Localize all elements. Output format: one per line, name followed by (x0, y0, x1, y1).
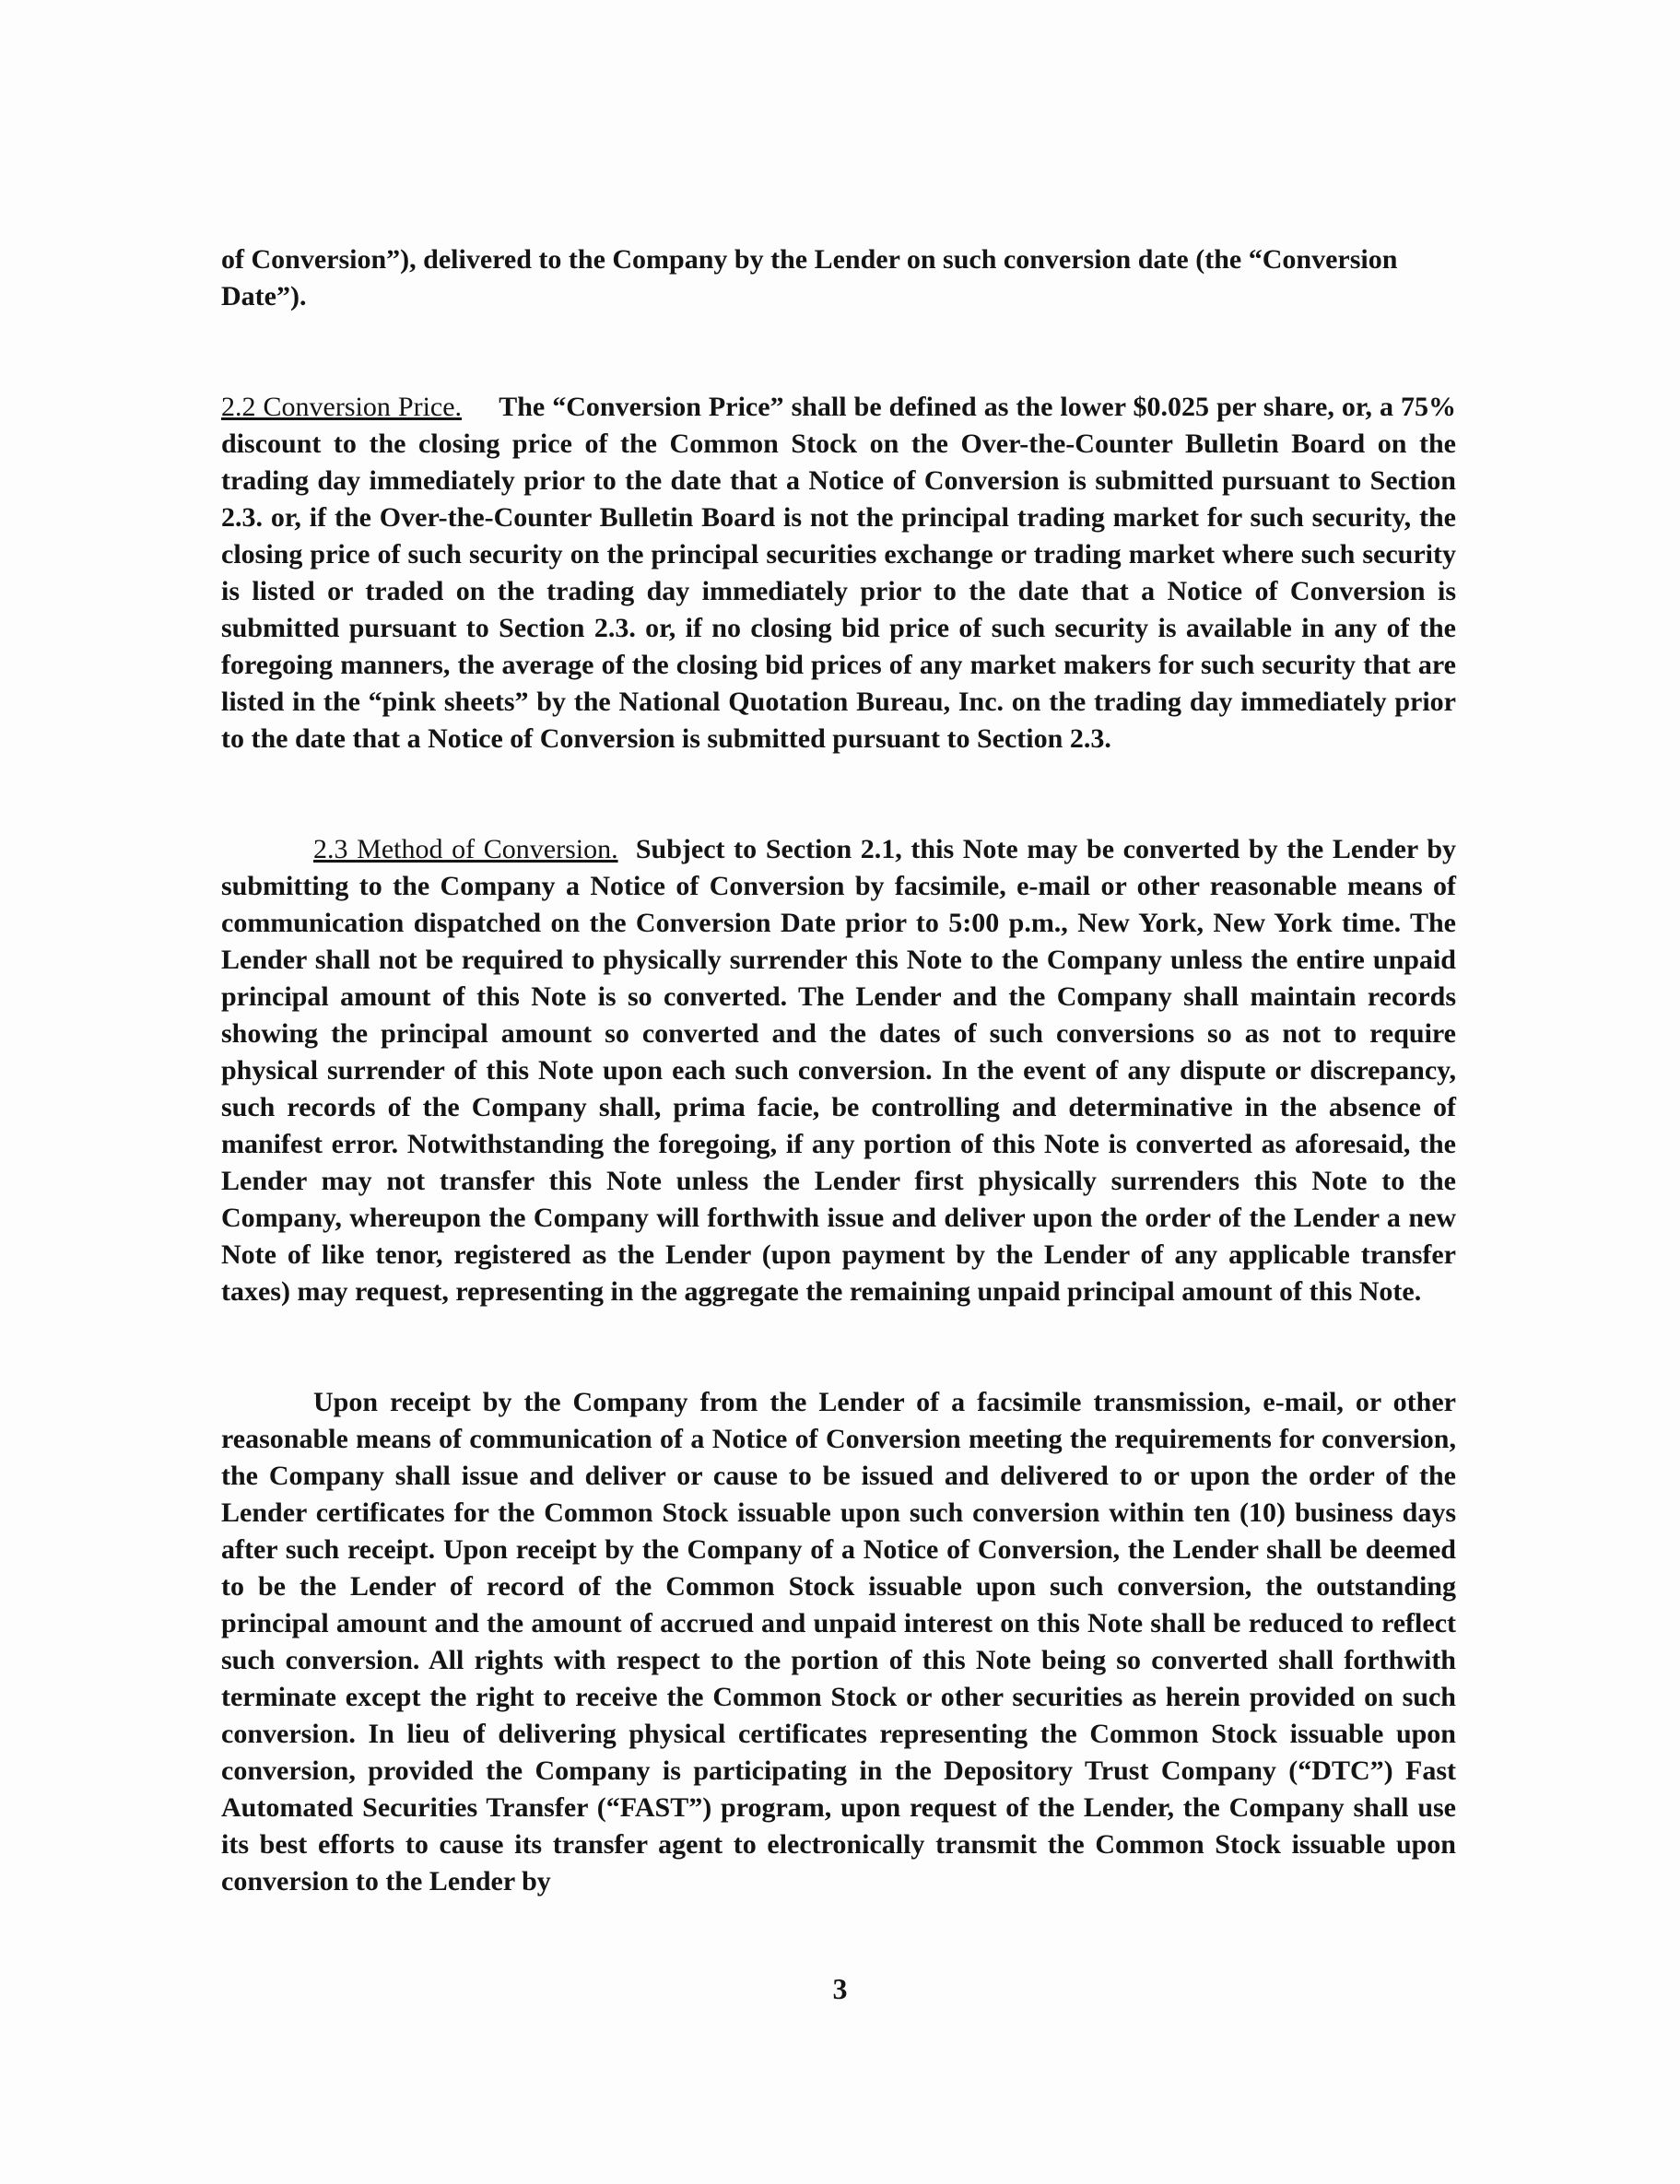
continuation-paragraph (221, 241, 1456, 315)
section-2-2-body: The “Conversion Price” shall be defined as the lower $0.025 per share, or, a 75% discount to the closing price of the Common Stock on the Over-the-Counter Bulletin Board on the trading day immediately prior to the date that a Notice of Conversion is submitted pursuant to Section 2.3. or, if the Over-the-Counter Bulletin Board is not the principal trading market for such security, the closing price of such security on the principal securities exchange or trading market where such security is listed or traded on the trading day immediately prior to the date that a Notice of Conversion is submitted pursuant to Section 2.3. or, if no closing bid price of such security is available in any of the foregoing manners, the average of the closing bid prices of any market makers for such security that are listed in the “pink sheets” by the National Quotation Bureau, Inc. on the trading day immediately prior to the date that a Notice of Conversion is submitted pursuant to Section 2.3. (221, 392, 1456, 754)
receipt-paragraph (221, 1384, 1456, 1900)
section-2-3-heading: 2.3 Method of Conversion. (313, 834, 618, 864)
page-number: 3 (832, 1972, 848, 2005)
section-2-3-body: Subject to Section 2.1, this Note may be converted by the Lender by submitting to the Company a Notice of Conversion by facsimile, e-mail or other reasonable means of communication dispatched on the Conversion Date prior to 5:00 p.m., New York, New York time. The Lender shall not be required to physically surrender this Note to the Company unless the entire unpaid principal amount of this Note is so converted. The Lender and the Company shall maintain records showing the principal amount so converted and the dates of such conversions so as not to require physical surrender of this Note upon each such conversion. In the event of any dispute or discrepancy, such records of the Company shall, prima facie, be controlling and determinative in the absence of manifest error. Notwithstanding the foregoing, if any portion of this Note is converted as aforesaid, the Lender may not transfer this Note unless the Lender first physically surrenders this Note to the Company, whereupon the Company will forthwith issue and deliver upon the order of the Lender a new Note of like tenor, registered as the Lender (upon payment by the Lender of any applicable transfer taxes) may request, representing in the aggregate the remaining unpaid principal amount of this Note. (221, 834, 1457, 1307)
receipt-text: Upon receipt by the Company from the Lender of a facsimile transmission, e-mail, or other reasonable means of communication of a Notice of Conversion meeting the requirements for conversion, the Company shall issue and deliver or cause to be issued and delivered to or upon the order of the Lender certificates for the Common Stock issuable upon such conversion within ten (10) business days after such receipt. Upon receipt by the Company of a Notice of Conversion, the Lender shall be deemed to be the Lender of record of the Common Stock issuable upon such conversion, the outstanding principal amount and the amount of accrued and unpaid interest on this Note shall be reduced to reflect such conversion. All rights with respect to the portion of this Note being so converted shall forthwith terminate except the right to receive the Common Stock or other securities as herein provided on such conversion. In lieu of delivering physical certificates representing the Common Stock issuable upon conversion, provided the Company is participating in the Depository Trust Company (“DTC”) Fast Automated Securities Transfer (“FAST”) program, upon request of the Lender, the Company shall use its best efforts to cause its transfer agent to electronically transmit the Common Stock issuable upon conversion to the Lender by (221, 1387, 1456, 1896)
section-2-2-heading: 2.2 Conversion Price. (221, 392, 463, 422)
continuation-text: of Conversion”), delivered to the Company by the Lender on such conversion date (the “Conversion Date”). (221, 244, 1398, 311)
section-2-3-paragraph (221, 831, 1456, 1310)
section-2-2-paragraph (221, 389, 1456, 757)
